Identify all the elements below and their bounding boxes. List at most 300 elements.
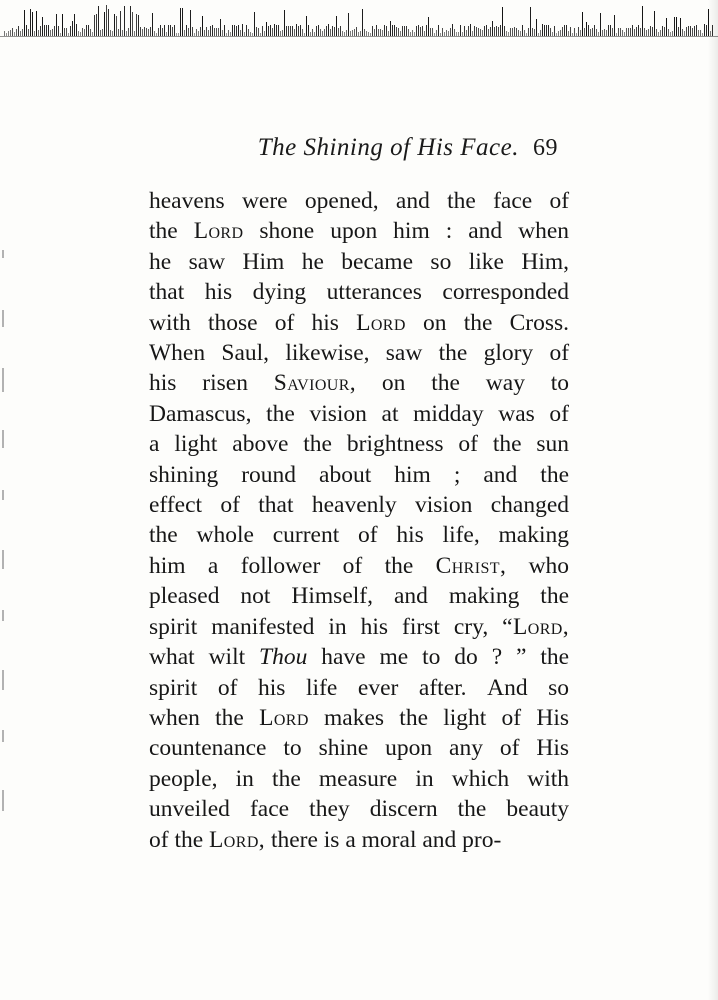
scan-tick bbox=[374, 29, 375, 36]
scan-tick bbox=[326, 26, 327, 36]
scan-tick bbox=[582, 12, 583, 36]
scan-tick bbox=[572, 33, 573, 37]
word: Him, bbox=[521, 248, 570, 275]
body-line bbox=[149, 673, 569, 703]
scan-tick bbox=[52, 29, 53, 36]
scan-tick bbox=[514, 27, 515, 36]
scan-tick bbox=[62, 14, 63, 36]
word: of bbox=[549, 340, 570, 367]
scan-tick bbox=[420, 27, 421, 36]
scan-tick bbox=[664, 27, 665, 36]
scan-tick bbox=[316, 26, 317, 37]
body-line bbox=[149, 308, 569, 338]
scan-tick bbox=[600, 13, 601, 36]
scan-tick bbox=[126, 31, 127, 36]
word: Saul, bbox=[221, 340, 270, 367]
scan-tick bbox=[24, 10, 25, 36]
word: countenance bbox=[149, 735, 267, 762]
scan-tick bbox=[110, 30, 111, 36]
scan-tick bbox=[656, 29, 657, 36]
scan-tick bbox=[642, 6, 643, 36]
small-caps-word: Christ, bbox=[435, 552, 507, 579]
body-line bbox=[149, 764, 569, 794]
word: shine bbox=[318, 735, 369, 762]
scan-tick bbox=[432, 28, 433, 36]
scan-tick bbox=[438, 25, 439, 36]
page-number: 69 bbox=[533, 135, 558, 161]
word: life, bbox=[442, 522, 480, 549]
scan-tick bbox=[20, 31, 21, 36]
body-line bbox=[149, 520, 569, 550]
scan-tick bbox=[482, 30, 483, 36]
word: with bbox=[149, 309, 191, 336]
scan-tick bbox=[166, 32, 167, 36]
scan-tick bbox=[392, 25, 393, 37]
word: with bbox=[527, 765, 570, 792]
scan-tick bbox=[282, 30, 283, 36]
word: measure bbox=[318, 765, 398, 792]
scan-tick bbox=[426, 25, 427, 36]
scan-tick bbox=[384, 25, 385, 36]
scan-tick bbox=[626, 28, 627, 36]
scan-tick bbox=[644, 28, 645, 36]
word: risen bbox=[202, 370, 248, 397]
scan-tick bbox=[200, 27, 201, 36]
word: so bbox=[430, 248, 452, 275]
word: cry, bbox=[453, 613, 489, 640]
scan-tick bbox=[584, 28, 585, 36]
scan-tick bbox=[124, 6, 125, 36]
scan-tick bbox=[660, 30, 661, 36]
scan-tick bbox=[576, 33, 577, 36]
word: the bbox=[431, 370, 460, 397]
scan-tick bbox=[76, 24, 77, 36]
scan-tick bbox=[232, 25, 233, 36]
word: makes bbox=[324, 704, 385, 731]
scan-tick bbox=[416, 26, 417, 36]
scan-tick bbox=[520, 31, 521, 36]
scan-tick bbox=[356, 27, 357, 36]
scan-tick bbox=[122, 30, 123, 36]
scan-tick bbox=[556, 33, 557, 36]
scan-tick bbox=[16, 29, 17, 36]
scan-tick bbox=[510, 28, 511, 36]
word: saw bbox=[188, 248, 226, 275]
scan-tick bbox=[398, 28, 399, 36]
scan-tick bbox=[242, 24, 243, 36]
scan-tick bbox=[252, 33, 253, 37]
word: in bbox=[415, 765, 434, 792]
word: people, bbox=[149, 765, 218, 792]
scan-tick bbox=[526, 33, 527, 36]
scan-tick bbox=[562, 27, 563, 36]
scan-tick bbox=[256, 27, 257, 36]
scan-tick bbox=[448, 31, 449, 36]
scan-tick bbox=[120, 11, 121, 36]
scan-tick bbox=[598, 32, 599, 36]
scan-noise-strip bbox=[0, 0, 718, 42]
running-head bbox=[0, 134, 718, 162]
scan-tick bbox=[332, 26, 333, 36]
body-line bbox=[149, 642, 569, 672]
scan-tick bbox=[376, 25, 377, 36]
scan-tick bbox=[118, 29, 119, 36]
scan-tick bbox=[66, 28, 67, 36]
word: sun bbox=[536, 431, 570, 458]
scan-tick bbox=[364, 29, 365, 36]
scan-tick bbox=[396, 27, 397, 36]
scan-tick bbox=[72, 21, 73, 36]
scan-tick bbox=[278, 25, 279, 36]
scan-tick bbox=[106, 5, 107, 37]
word: pro- bbox=[462, 826, 502, 853]
word: was bbox=[498, 400, 535, 427]
word: unveiled bbox=[149, 796, 230, 823]
scan-tick bbox=[68, 33, 69, 36]
scan-tick bbox=[160, 25, 161, 36]
small-caps-word: “Lord, bbox=[502, 613, 570, 640]
scan-tick bbox=[538, 33, 539, 37]
scan-tick bbox=[336, 16, 337, 36]
word: above bbox=[232, 431, 289, 458]
scan-tick bbox=[244, 32, 245, 36]
italic-word: Thou bbox=[259, 644, 308, 671]
scan-tick bbox=[616, 33, 617, 36]
scan-tick bbox=[308, 25, 309, 37]
scan-tick bbox=[592, 28, 593, 36]
scan-tick bbox=[450, 28, 451, 36]
scan-tick bbox=[204, 30, 205, 37]
scan-tick bbox=[632, 25, 633, 36]
word: of bbox=[274, 309, 295, 336]
scan-tick bbox=[370, 33, 371, 37]
scan-tick bbox=[224, 25, 225, 36]
word: me bbox=[379, 644, 409, 671]
word: of bbox=[358, 522, 378, 549]
scan-tick bbox=[444, 32, 445, 36]
word: have bbox=[321, 644, 366, 671]
scan-tick bbox=[528, 28, 529, 37]
scan-tick bbox=[92, 32, 93, 36]
scan-tick bbox=[366, 31, 367, 36]
scan-tick bbox=[646, 30, 647, 37]
word: when bbox=[518, 218, 570, 245]
scan-tick bbox=[358, 32, 359, 36]
word: heavenly bbox=[311, 492, 397, 519]
word: changed bbox=[490, 492, 570, 519]
word: him bbox=[393, 218, 430, 245]
word: ; bbox=[453, 461, 461, 488]
word: the bbox=[438, 340, 468, 367]
word: making bbox=[498, 522, 570, 549]
word: to bbox=[422, 644, 441, 671]
scan-tick bbox=[328, 24, 329, 36]
scan-tick bbox=[342, 31, 343, 36]
scan-tick bbox=[586, 22, 587, 36]
scan-tick bbox=[430, 28, 431, 36]
scan-tick bbox=[136, 14, 137, 36]
body-line bbox=[149, 612, 569, 642]
word: became bbox=[341, 248, 414, 275]
scan-tick bbox=[168, 25, 169, 36]
word: dying bbox=[252, 279, 307, 306]
scan-tick bbox=[178, 33, 179, 36]
scan-tick bbox=[294, 29, 295, 36]
scan-tick bbox=[684, 31, 685, 36]
scan-tick bbox=[578, 27, 579, 36]
scan-tick bbox=[590, 29, 591, 36]
scan-tick bbox=[50, 30, 51, 36]
scan-tick bbox=[662, 26, 663, 36]
scan-tick bbox=[524, 30, 525, 36]
scan-tick bbox=[290, 26, 291, 36]
body-line bbox=[149, 490, 569, 520]
scan-tick bbox=[618, 28, 619, 36]
scan-tick bbox=[48, 25, 49, 36]
scan-tick bbox=[536, 19, 537, 37]
scan-tick bbox=[414, 32, 415, 36]
scan-tick bbox=[484, 26, 485, 37]
word: his bbox=[396, 522, 424, 549]
word: about bbox=[319, 461, 372, 488]
scan-tick bbox=[446, 30, 447, 36]
scan-tick bbox=[494, 27, 495, 36]
word: saw bbox=[385, 340, 423, 367]
scan-tick bbox=[248, 29, 249, 37]
scan-tick bbox=[550, 28, 551, 37]
scan-tick bbox=[340, 26, 341, 36]
word: the bbox=[457, 796, 487, 823]
scan-tick bbox=[34, 31, 35, 36]
scan-tick bbox=[630, 28, 631, 37]
scan-tick bbox=[44, 25, 45, 36]
body-line bbox=[149, 216, 569, 246]
scan-tick bbox=[262, 26, 263, 36]
word: pleased bbox=[149, 583, 220, 610]
scan-tick bbox=[90, 29, 91, 36]
word: those bbox=[207, 309, 258, 336]
scan-tick bbox=[666, 18, 667, 36]
scan-tick bbox=[264, 31, 265, 36]
scan-tick bbox=[258, 28, 259, 36]
scan-tick bbox=[190, 10, 191, 36]
word: his bbox=[360, 613, 389, 640]
scan-tick bbox=[80, 32, 81, 36]
scan-tick bbox=[26, 25, 27, 36]
scan-tick bbox=[6, 33, 7, 36]
scan-tick bbox=[564, 25, 565, 36]
word: the bbox=[540, 583, 570, 610]
scan-tick bbox=[672, 31, 673, 36]
scan-tick bbox=[522, 25, 523, 36]
scan-tick bbox=[404, 26, 405, 36]
scan-tick bbox=[388, 31, 389, 36]
body-line bbox=[149, 703, 569, 733]
word: glory bbox=[483, 340, 534, 367]
scan-tick bbox=[140, 27, 141, 36]
scan-tick bbox=[238, 25, 239, 37]
scan-tick bbox=[518, 30, 519, 36]
page-content bbox=[0, 42, 718, 1000]
scan-tick bbox=[418, 25, 419, 36]
word: effect bbox=[149, 492, 203, 519]
scan-tick bbox=[208, 30, 209, 36]
scan-tick bbox=[638, 25, 639, 36]
scan-tick bbox=[472, 31, 473, 36]
scan-tick bbox=[300, 25, 301, 36]
word: His bbox=[536, 704, 569, 731]
scan-tick bbox=[154, 31, 155, 36]
scan-tick bbox=[612, 28, 613, 36]
word: brightness bbox=[346, 431, 444, 458]
scan-tick bbox=[596, 29, 597, 36]
scan-tick bbox=[116, 16, 117, 37]
scan-tick bbox=[28, 29, 29, 36]
scan-tick bbox=[360, 31, 361, 36]
scan-tick bbox=[588, 25, 589, 36]
word: vision bbox=[309, 400, 367, 427]
word: follower bbox=[240, 552, 321, 579]
small-caps-word: Lord bbox=[193, 218, 244, 245]
scan-tick bbox=[148, 29, 149, 36]
scan-tick bbox=[530, 7, 531, 36]
scan-tick bbox=[144, 27, 145, 36]
word: Himself, bbox=[291, 583, 373, 610]
scan-tick bbox=[604, 29, 605, 36]
scan-tick bbox=[152, 13, 153, 36]
word: the bbox=[540, 461, 570, 488]
scan-tick bbox=[162, 28, 163, 36]
scan-tick bbox=[192, 27, 193, 36]
scan-tick bbox=[324, 29, 325, 36]
scan-tick bbox=[690, 26, 691, 36]
scan-tick bbox=[574, 28, 575, 36]
scan-tick bbox=[188, 28, 189, 36]
scan-tick bbox=[466, 30, 467, 36]
scan-tick bbox=[142, 29, 143, 36]
scan-tick bbox=[464, 26, 465, 36]
scan-tick bbox=[96, 14, 97, 36]
scan-tick bbox=[194, 33, 195, 36]
word: manifested bbox=[211, 613, 315, 640]
body-line bbox=[149, 247, 569, 277]
scan-tick bbox=[408, 29, 409, 36]
scan-tick bbox=[56, 14, 57, 36]
scan-tick bbox=[412, 30, 413, 36]
word: the bbox=[492, 431, 522, 458]
scan-tick bbox=[64, 28, 65, 37]
word: the bbox=[266, 400, 295, 427]
scan-tick bbox=[286, 26, 287, 36]
scan-tick bbox=[58, 26, 59, 36]
word: of bbox=[217, 674, 238, 701]
word: round bbox=[241, 461, 297, 488]
scan-tick bbox=[634, 29, 635, 37]
scan-tick bbox=[658, 32, 659, 36]
word: upon bbox=[330, 218, 378, 245]
word: do bbox=[454, 644, 478, 671]
scan-tick bbox=[158, 28, 159, 37]
scan-tick bbox=[702, 33, 703, 36]
scan-tick bbox=[568, 31, 569, 36]
scan-tick bbox=[606, 30, 607, 36]
scan-tick bbox=[434, 33, 435, 36]
scan-tick bbox=[400, 31, 401, 36]
scan-tick bbox=[512, 28, 513, 36]
scan-tick bbox=[222, 30, 223, 36]
scan-tick bbox=[210, 26, 211, 36]
scan-tick bbox=[112, 31, 113, 36]
word: what bbox=[149, 644, 195, 671]
scan-tick bbox=[130, 6, 131, 36]
word: of bbox=[149, 826, 169, 853]
scan-tick bbox=[502, 7, 503, 36]
scan-tick bbox=[114, 14, 115, 36]
scan-tick bbox=[216, 28, 217, 36]
scan-tick bbox=[150, 27, 151, 37]
scan-tick bbox=[288, 26, 289, 36]
scan-tick bbox=[382, 30, 383, 36]
scan-tick bbox=[350, 31, 351, 36]
scan-tick bbox=[516, 28, 517, 37]
word: wilt bbox=[208, 644, 246, 671]
word: they bbox=[309, 796, 350, 823]
scan-tick bbox=[134, 31, 135, 36]
scan-tick bbox=[458, 32, 459, 36]
word: first bbox=[402, 613, 440, 640]
scan-tick bbox=[138, 15, 139, 36]
scan-tick bbox=[386, 26, 387, 36]
scan-tick bbox=[628, 28, 629, 36]
scan-tick bbox=[352, 30, 353, 36]
scan-tick bbox=[500, 25, 501, 36]
scan-tick bbox=[704, 24, 705, 36]
word: spirit bbox=[149, 613, 198, 640]
scan-tick bbox=[254, 12, 255, 36]
body-line bbox=[149, 277, 569, 307]
word: His bbox=[536, 735, 570, 762]
scan-tick bbox=[38, 30, 39, 36]
scan-tick bbox=[648, 29, 649, 36]
scan-tick bbox=[276, 25, 277, 36]
scan-tick bbox=[146, 28, 147, 36]
scan-tick bbox=[46, 25, 47, 36]
scan-tick bbox=[354, 29, 355, 36]
word: him bbox=[394, 461, 431, 488]
word: his bbox=[311, 309, 339, 336]
scan-tick bbox=[504, 26, 505, 36]
scan-tick bbox=[176, 33, 177, 36]
scan-tick bbox=[104, 12, 105, 37]
small-caps-word: Lord bbox=[356, 309, 406, 336]
scan-tick bbox=[98, 6, 99, 36]
scan-tick bbox=[10, 30, 11, 36]
word: And bbox=[487, 674, 528, 701]
scan-tick bbox=[608, 25, 609, 36]
scan-tick bbox=[534, 29, 535, 36]
scan-tick bbox=[280, 31, 281, 36]
word: shone bbox=[259, 218, 315, 245]
word: midday bbox=[413, 400, 484, 427]
scan-tick bbox=[212, 25, 213, 36]
scan-tick bbox=[182, 8, 183, 36]
word: and bbox=[393, 583, 428, 610]
scan-tick bbox=[60, 33, 61, 36]
word: opened, bbox=[304, 188, 379, 214]
scan-tick bbox=[202, 16, 203, 37]
word: current bbox=[272, 522, 340, 549]
word: face bbox=[249, 796, 290, 823]
